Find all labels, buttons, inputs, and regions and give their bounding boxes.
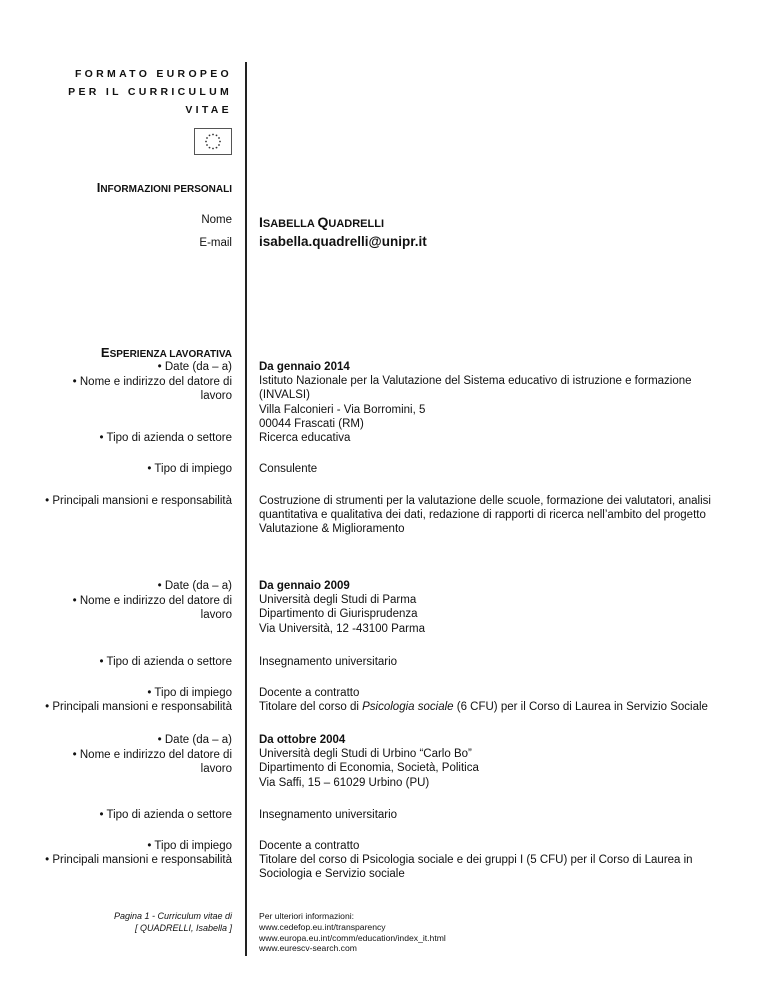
entry-2-sector: Insegnamento universitario	[259, 656, 398, 668]
entry-1-date: Da gennaio 2014	[259, 361, 350, 373]
footer-info-label: Per ulteriori informazioni:	[259, 911, 355, 921]
section-personal-info: INFORMAZIONI PERSONALI	[96, 180, 232, 195]
column-divider	[245, 62, 247, 956]
label-duties: • Principali mansioni e responsabilità	[45, 495, 232, 507]
entry-3-details	[259, 733, 729, 790]
footer-link-eurescv[interactable]: www.eurescv-search.com	[259, 943, 357, 954]
entry-1-employer-1: Istituto Nazionale per la Valutazione del Sistema educativo di istruzione e formazione (INVALSI)	[259, 375, 692, 402]
footer-link-cedefop[interactable]: www.cedefop.eu.int/transparency	[259, 921, 386, 932]
entry-1-employer-3: 00044 Frascati (RM)	[259, 417, 364, 430]
entry-2-employer-2: Dipartimento di Giurisprudenza	[259, 608, 418, 621]
cv-title-line-1: FORMATO EUROPEO	[74, 68, 232, 80]
label-date: • Date (da – a)	[157, 580, 232, 592]
entry-3-date: Da ottobre 2004	[259, 734, 346, 746]
label-job-duties: • Tipo di impiego • Principali mansioni e responsabilità	[45, 687, 232, 713]
email-label: E-mail	[199, 237, 232, 249]
label-sector: • Tipo di azienda o settore	[99, 432, 232, 444]
label-date: • Date (da – a)	[157, 734, 232, 746]
email-value[interactable]: isabella.quadrelli@unipr.it	[259, 234, 427, 249]
label-job-duties: • Tipo di impiego • Principali mansioni e responsabilità	[45, 840, 232, 866]
entry-1-details	[259, 360, 729, 431]
entry-3-job: Docente a contratto	[259, 840, 360, 852]
eu-flag-icon	[194, 128, 232, 155]
entry-3-employer-2: Dipartimento di Economia, Società, Politica	[259, 762, 479, 775]
label-sector: • Tipo di azienda o settore	[99, 656, 232, 668]
name-label: Nome	[201, 214, 232, 226]
section-work-experience: ESPERIENZA LAVORATIVA	[100, 345, 232, 360]
entry-1-employer-2: Villa Falconieri - Via Borromini, 5	[259, 403, 426, 416]
entry-2-duties: Titolare del corso di Psicologia sociale (6 CFU) per il Corso di Laurea in Servizio Sociale	[259, 701, 708, 714]
label-employer: • Nome e indirizzo del datore di lavoro	[72, 749, 232, 775]
label-employer: • Nome e indirizzo del datore di lavoro	[72, 376, 232, 402]
page-footer-links	[259, 911, 446, 954]
entry-3-duties: Titolare del corso di Psicologia sociale e dei gruppi I (5 CFU) per il Corso di Laurea in Sociologia e Servizio sociale	[259, 854, 693, 881]
entry-1-duties: Costruzione di strumenti per la valutazione delle scuole, formazione dei valutatori, analisi quantitativa e qualitativa dei dati, redazione di rapporti di ricerca nell’ambito del progetto Valutazione & Miglioramento	[259, 495, 711, 536]
footer-link-europa[interactable]: www.europa.eu.int/comm/education/index_it.html	[259, 932, 446, 943]
page-footer-left: Pagina 1 - Curriculum vitae di [ QUADRELLI, Isabella ]	[113, 911, 232, 933]
entry-3-sector: Insegnamento universitario	[259, 809, 398, 821]
entry-1-sector: Ricerca educativa	[259, 432, 351, 444]
entry-3-job-duties	[259, 839, 739, 882]
label-job: • Tipo di impiego	[147, 463, 232, 475]
cv-title-line-2: PER IL CURRICULUM	[68, 86, 232, 98]
label-date: • Date (da – a)	[157, 361, 232, 373]
entry-1-job: Consulente	[259, 463, 318, 475]
entry-2-job-duties	[259, 686, 729, 714]
entry-3-employer-1: Università degli Studi di Urbino “Carlo Bo”	[259, 748, 472, 761]
entry-2-date: Da gennaio 2009	[259, 580, 350, 592]
label-employer: • Nome e indirizzo del datore di lavoro	[72, 595, 232, 621]
label-sector: • Tipo di azienda o settore	[99, 809, 232, 821]
entry-3-employer-3: Via Saffi, 15 – 61029 Urbino (PU)	[259, 776, 430, 789]
entry-2-details	[259, 579, 729, 636]
entry-2-employer-3: Via Università, 12 -43100 Parma	[259, 622, 425, 635]
person-name: ISABELLA QUADRELLI	[259, 214, 384, 230]
entry-2-employer-1: Università degli Studi di Parma	[259, 594, 417, 607]
cv-title-line-3: VITAE	[185, 104, 232, 116]
entry-2-job: Docente a contratto	[259, 687, 360, 699]
